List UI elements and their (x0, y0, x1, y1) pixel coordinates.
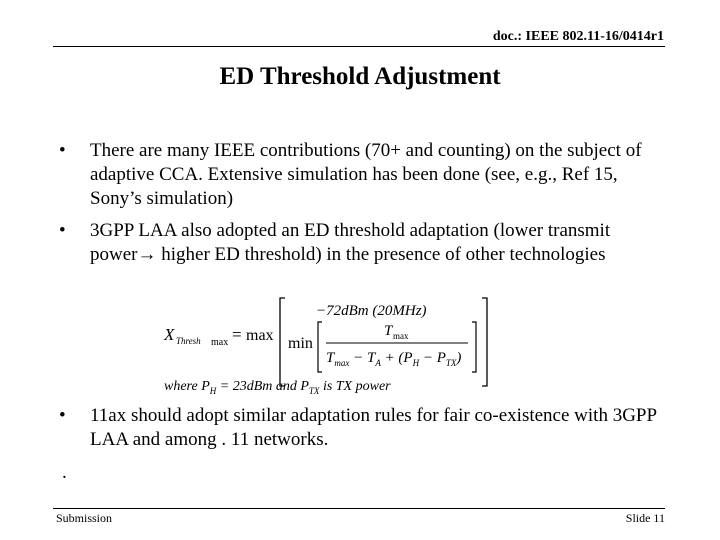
row3-t: T (326, 350, 335, 366)
formula-min-word: min (288, 335, 313, 352)
trailing-period: . (62, 462, 67, 483)
doc-id: doc.: IEEE 802.11-16/0414r1 (492, 29, 664, 44)
inner-left-bracket (318, 322, 322, 372)
row3-minus-ptx: − P (419, 350, 446, 366)
right-arrow-icon: → (137, 244, 157, 265)
where-prefix: where P (164, 379, 210, 394)
bullet-marker: • (59, 140, 66, 161)
formula-row1: −72dBm (20MHz) (316, 303, 427, 319)
formula-lhs-var: X (164, 325, 175, 344)
bullet-3 (59, 404, 670, 452)
bullet-marker: • (59, 220, 66, 241)
bullet-text-after-arrow: higher ED threshold) in the presence of other technologies (156, 244, 606, 265)
where-sub-tx: TX (308, 386, 320, 396)
where-suffix: is TX power (319, 379, 391, 394)
formula-row3 (326, 350, 461, 368)
formula-max-word: max (246, 327, 274, 344)
outer-right-bracket (482, 298, 487, 386)
inner-right-bracket (472, 322, 476, 372)
row3-sub-max: max (334, 358, 350, 368)
row3-sub-a: A (375, 358, 381, 368)
formula-frac-num-sub: max (393, 331, 409, 341)
footer-rule (53, 508, 665, 509)
footer-slide-number: Slide 11 (625, 511, 665, 525)
bullet-text-before-arrow: 3GPP LAA also adopted an ED threshold adaptation (lower transmit power (90, 220, 611, 265)
footer-submission: Submission (56, 511, 113, 525)
row3-plus-ph: + (P (380, 350, 413, 366)
formula-where-line (164, 379, 391, 396)
header-rule (53, 46, 665, 47)
ed-threshold-formula (160, 292, 500, 396)
row3-close: ) (456, 350, 462, 366)
bullet-text: There are many IEEE contributions (70+ and counting) on the subject of adaptive CCA. Extensive simulation has been done (see, e.g., Ref 15, Sony’s simulation) (90, 140, 642, 209)
row3-sub-h: H (412, 358, 420, 368)
outer-left-bracket (280, 298, 285, 386)
bullet-1 (59, 139, 670, 211)
slide-title: ED Threshold Adjustment (219, 63, 501, 90)
formula-lhs-sub: Thresh (176, 336, 201, 346)
bullet-2 (59, 219, 670, 267)
bullet-text: 11ax should adopt similar adaptation rules for fair co-existence with 3GPP LAA and among . 11 networks. (90, 405, 657, 450)
row3-minus-ta: − T (349, 350, 376, 366)
row3-sub-tx: TX (445, 358, 457, 368)
formula-equals: = (232, 325, 242, 344)
where-sub-h: H (209, 386, 217, 396)
formula-lhs-max: max (211, 337, 229, 348)
bullet-marker: • (59, 405, 66, 426)
formula-frac-num: T (384, 323, 393, 339)
where-mid: = 23dBm and P (216, 379, 309, 394)
